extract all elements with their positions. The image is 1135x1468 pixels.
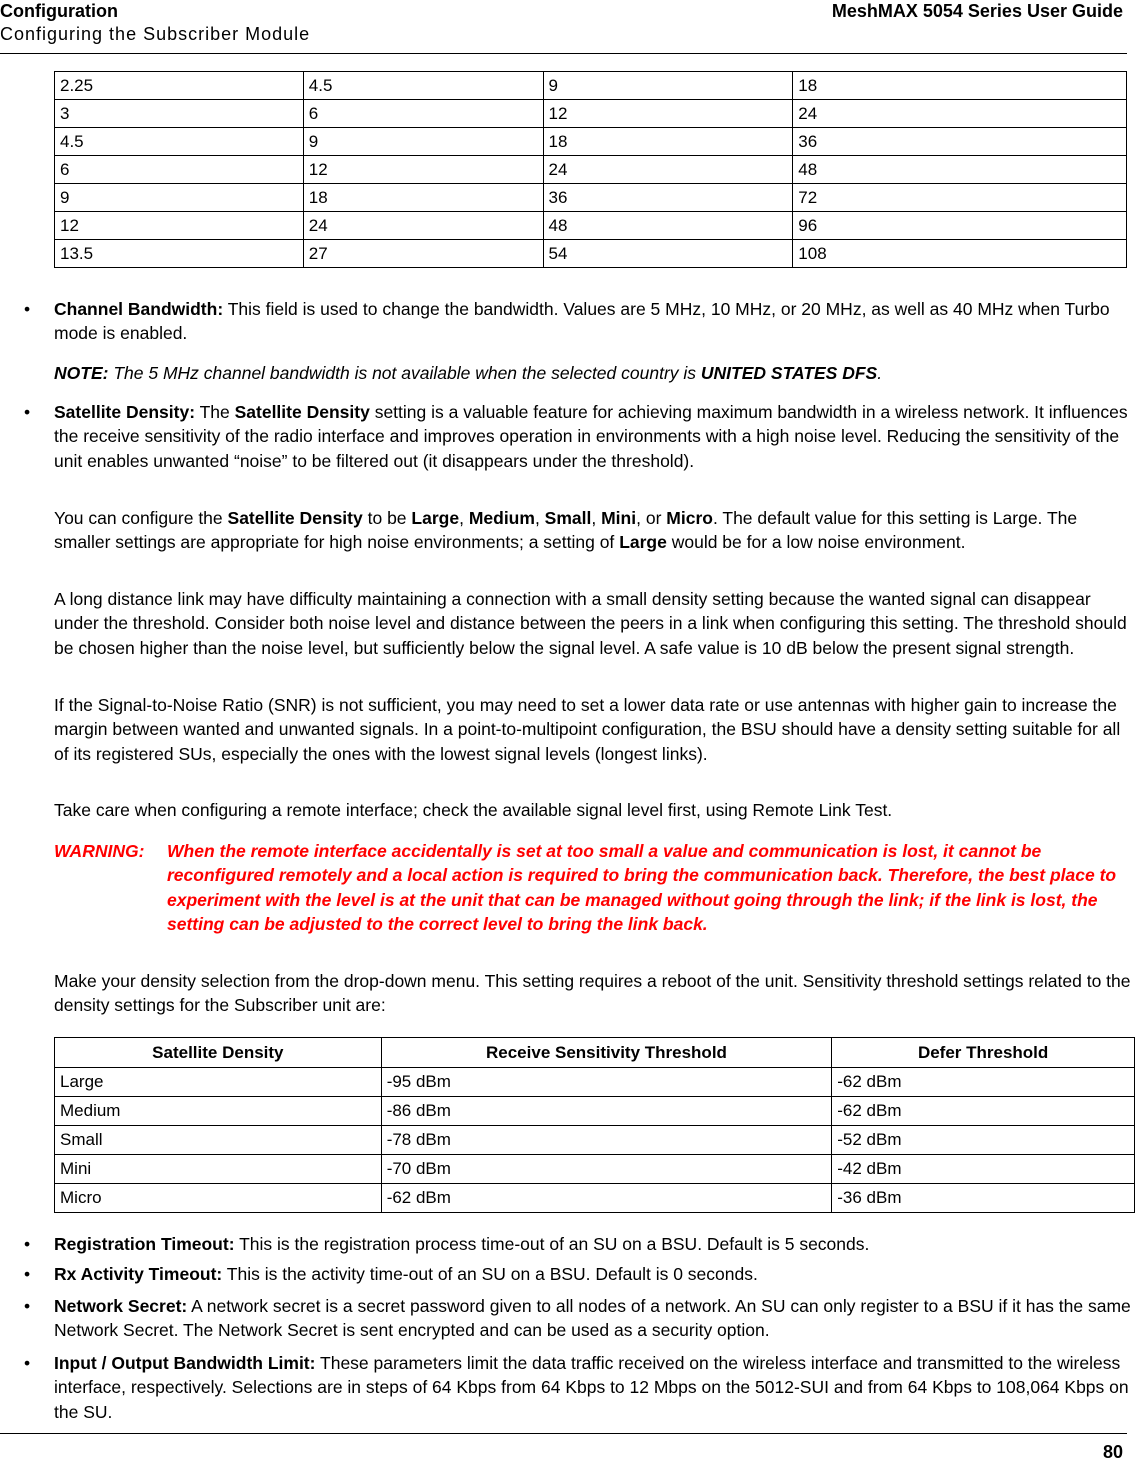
footer-rule bbox=[0, 1433, 1127, 1434]
data-rate-table bbox=[54, 71, 1127, 268]
table-cell: 24 bbox=[543, 156, 793, 184]
table-cell: 9 bbox=[55, 184, 304, 212]
table-cell: -42 dBm bbox=[832, 1155, 1135, 1184]
table-cell: -70 dBm bbox=[381, 1155, 832, 1184]
table-cell: 36 bbox=[793, 128, 1127, 156]
registration-timeout-item bbox=[24, 1232, 1132, 1256]
page-number: 80 bbox=[1102, 1442, 1123, 1462]
table-cell: 96 bbox=[793, 212, 1127, 240]
subsection-title: Configuring the Subscriber Module bbox=[0, 24, 311, 44]
table-cell: 18 bbox=[793, 72, 1127, 100]
option-micro: Micro bbox=[666, 508, 713, 528]
column-header: Defer Threshold bbox=[832, 1038, 1135, 1068]
table-row bbox=[55, 100, 1127, 128]
warning-label: WARNING: bbox=[54, 841, 145, 861]
table-row bbox=[55, 1068, 1135, 1097]
bullet: • bbox=[24, 1264, 31, 1284]
channel-bandwidth-item bbox=[24, 297, 1132, 346]
table-cell: 48 bbox=[793, 156, 1127, 184]
bullet: • bbox=[24, 299, 31, 319]
table-cell: -36 dBm bbox=[832, 1184, 1135, 1213]
table-cell: 4.5 bbox=[303, 72, 543, 100]
note-label: NOTE: bbox=[54, 363, 109, 383]
note-text: The 5 MHz channel bandwidth is not available when the selected country is bbox=[113, 363, 697, 383]
network-secret-text: A network secret is a secret password given to all nodes of a network. An SU can only register to a BSU if it has the same Network Secret. The Network Secret is sent encrypted and can be used as a security option. bbox=[54, 1296, 1131, 1341]
table-cell: 12 bbox=[303, 156, 543, 184]
channel-bandwidth-note bbox=[54, 361, 1132, 385]
table-cell: 3 bbox=[55, 100, 304, 128]
table-cell: 18 bbox=[303, 184, 543, 212]
warning-block bbox=[54, 839, 1132, 936]
table-cell: 24 bbox=[303, 212, 543, 240]
note-country: UNITED STATES DFS bbox=[700, 363, 878, 383]
table-cell: -52 dBm bbox=[832, 1126, 1135, 1155]
table-row bbox=[55, 184, 1127, 212]
bullet: • bbox=[24, 402, 31, 422]
remote-interface-paragraph: Take care when configuring a remote interface; check the available signal level first, using Remote Link Test. bbox=[54, 800, 893, 820]
channel-bandwidth-label: Channel Bandwidth: bbox=[54, 299, 224, 319]
option-mini: Mini bbox=[601, 508, 637, 528]
table-cell: 48 bbox=[543, 212, 793, 240]
guide-title: MeshMAX 5054 Series User Guide bbox=[831, 1, 1123, 21]
table-cell: 9 bbox=[303, 128, 543, 156]
bullet: • bbox=[24, 1353, 31, 1373]
registration-timeout-label: Registration Timeout: bbox=[54, 1234, 235, 1254]
table-cell: 4.5 bbox=[55, 128, 304, 156]
table-cell: Mini bbox=[55, 1155, 382, 1184]
satellite-density-options-paragraph: You can configure the Satellite Density to be Large, Medium, Small, Mini, or Micro. The default value for this setting is Large. The smaller settings are appropriate for high noise environments; a setting of Large would be for a low noise environment. bbox=[54, 508, 1078, 553]
table-cell: Medium bbox=[55, 1097, 382, 1126]
section-title: Configuration bbox=[0, 1, 118, 21]
page-header-left bbox=[0, 0, 310, 46]
p2-d: . The default value for this setting is Large. The smaller settings are appropriate for high noise environments; a setting of bbox=[54, 508, 1078, 553]
network-secret-item bbox=[24, 1294, 1132, 1343]
table-row bbox=[55, 72, 1127, 100]
density-threshold-table bbox=[54, 1037, 1135, 1213]
network-secret-label: Network Secret: bbox=[54, 1296, 188, 1316]
bullet: • bbox=[24, 1296, 31, 1316]
table-cell: 13.5 bbox=[55, 240, 304, 268]
rx-activity-timeout-item bbox=[24, 1262, 1132, 1286]
satellite-density-item bbox=[24, 400, 1132, 473]
table-row bbox=[55, 1097, 1135, 1126]
table-row bbox=[55, 156, 1127, 184]
registration-timeout-text: This is the registration process time-out of an SU on a BSU. Default is 5 seconds. bbox=[239, 1234, 870, 1254]
table-cell: Small bbox=[55, 1126, 382, 1155]
table-row bbox=[55, 1126, 1135, 1155]
table-cell: 9 bbox=[543, 72, 793, 100]
page-header-right bbox=[832, 0, 1123, 22]
table-row bbox=[55, 1184, 1135, 1213]
density-selection-paragraph: Make your density selection from the drop-down menu. This setting requires a reboot of the unit. Sensitivity threshold settings related to the density settings for the Subscriber unit are: bbox=[54, 971, 1131, 1016]
warning-text: When the remote interface accidentally is set at too small a value and communication is lost, it cannot be reconfigured remotely and a local action is required to bring the communication back. Therefore, the best place to experiment with the level is at the unit that can be managed without going through the link; if the link is lost, the setting can be adjusted to the correct level to bring the link back. bbox=[167, 841, 1117, 934]
table-cell: 12 bbox=[543, 100, 793, 128]
satellite-density-label: Satellite Density: bbox=[54, 402, 196, 422]
p2-f: would be for a low noise environment. bbox=[671, 532, 966, 553]
note-end: . bbox=[877, 363, 883, 383]
table-row bbox=[55, 1155, 1135, 1184]
table-row bbox=[55, 240, 1127, 268]
table-cell: 36 bbox=[543, 184, 793, 212]
bandwidth-limit-label: Input / Output Bandwidth Limit: bbox=[54, 1353, 316, 1373]
column-header: Satellite Density bbox=[55, 1038, 382, 1068]
option-medium: Medium bbox=[468, 508, 535, 528]
p2-b: Satellite Density bbox=[227, 508, 363, 528]
table-cell: -62 dBm bbox=[832, 1068, 1135, 1097]
table-cell: 24 bbox=[793, 100, 1127, 128]
option-small: Small bbox=[544, 508, 592, 528]
table-cell: 27 bbox=[303, 240, 543, 268]
intro-text: setting is a valuable feature for achieving maximum bandwidth in a wireless network. It influences the receive sensitivity of the radio interface and improves operation in environments with a high noise level. Reducing the sensitivity of the unit enables unwanted “noise” to be filtered out (it disappears under the threshold). bbox=[54, 402, 1128, 471]
p2-a: You can configure the bbox=[54, 508, 223, 528]
table-row bbox=[55, 212, 1127, 240]
option-large: Large bbox=[411, 508, 460, 528]
table-cell: -62 dBm bbox=[832, 1097, 1135, 1126]
column-header: Receive Sensitivity Threshold bbox=[381, 1038, 832, 1068]
table-cell: 18 bbox=[543, 128, 793, 156]
table-cell: 12 bbox=[55, 212, 304, 240]
table-cell: -78 dBm bbox=[381, 1126, 832, 1155]
long-distance-paragraph: A long distance link may have difficulty maintaining a connection with a small density setting because the wanted signal can disappear under the threshold. Consider both noise level and distance between the peers in a link when configuring this setting. The threshold should be chosen higher than the noise level, but sufficiently below the signal level. A safe value is 10 dB below the present signal strength. bbox=[54, 589, 1127, 658]
bandwidth-limit-item bbox=[24, 1351, 1132, 1424]
intro-pre: The bbox=[199, 402, 230, 422]
p2-or: or bbox=[645, 508, 662, 528]
table-cell: 54 bbox=[543, 240, 793, 268]
table-cell: Micro bbox=[55, 1184, 382, 1213]
table-cell: 6 bbox=[303, 100, 543, 128]
table-cell: -95 dBm bbox=[381, 1068, 832, 1097]
table-cell: 72 bbox=[793, 184, 1127, 212]
p2-e: Large bbox=[619, 532, 667, 553]
bandwidth-limit-text: These parameters limit the data traffic received on the wireless interface and transmitted to the wireless interface, respectively. Selections are in steps of 64 Kbps from 64 Kbps to 12 Mbps on the 5012-SUI and from 64 Kbps to 108,064 Kbps on the SU. bbox=[54, 1353, 1129, 1422]
table-cell: 108 bbox=[793, 240, 1127, 268]
header-rule bbox=[0, 53, 1127, 54]
channel-bandwidth-text: This field is used to change the bandwidth. Values are 5 MHz, 10 MHz, or 20 MHz, as well as 40 MHz when Turbo mode is enabled. bbox=[54, 299, 1110, 344]
table-row bbox=[55, 128, 1127, 156]
table-cell: Large bbox=[55, 1068, 382, 1097]
snr-paragraph: If the Signal-to-Noise Ratio (SNR) is not sufficient, you may need to set a lower data rate or use antennas with higher gain to increase the margin between wanted and unwanted signals. In a point-to-multipoint configuration, the BSU should have a density setting suitable for all of its registered SUs, especially the ones with the lowest signal levels (longest links). bbox=[54, 695, 1121, 764]
bullet: • bbox=[24, 1234, 31, 1254]
table-cell: -86 dBm bbox=[381, 1097, 832, 1126]
p2-c: to be bbox=[367, 508, 407, 528]
table-cell: 6 bbox=[55, 156, 304, 184]
rx-activity-timeout-text: This is the activity time-out of an SU on a BSU. Default is 0 seconds. bbox=[226, 1264, 758, 1284]
table-cell: -62 dBm bbox=[381, 1184, 832, 1213]
table-cell: 2.25 bbox=[55, 72, 304, 100]
rx-activity-timeout-label: Rx Activity Timeout: bbox=[54, 1264, 223, 1284]
intro-bold: Satellite Density bbox=[234, 402, 370, 422]
